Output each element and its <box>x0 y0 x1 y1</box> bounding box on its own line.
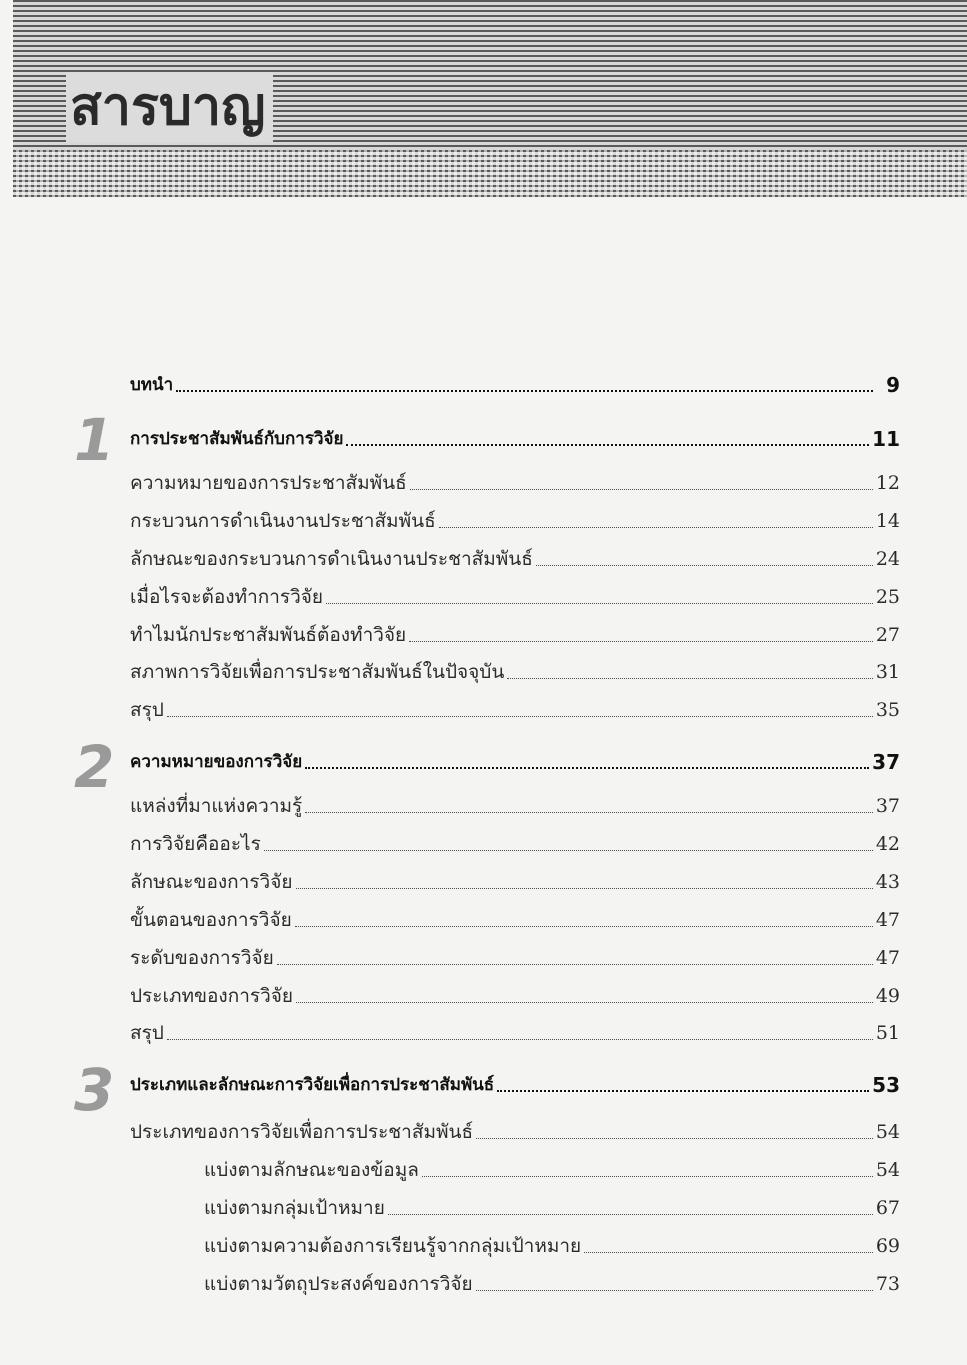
entry-label: ทำไมนักประชาสัมพันธ์ต้องทำวิจัย <box>130 624 407 646</box>
dot-leader <box>326 602 873 604</box>
dot-leader <box>295 925 873 927</box>
entry-label: แบ่งตามวัตถุประสงค์ของการวิจัย <box>204 1273 473 1295</box>
dot-leader <box>264 849 873 851</box>
toc-entry[interactable] <box>130 865 900 895</box>
dot-leader <box>176 389 873 392</box>
entry-page: 37 <box>875 795 900 817</box>
chapter-number-2: 2 <box>74 733 115 801</box>
chapter-title: ประเภทและลักษณะการวิจัยเพื่อการประชาสัมพันธ์ <box>130 1075 495 1095</box>
entry-label: แบ่งตามความต้องการเรียนรู้จากกลุ่มเป้าหมาย <box>204 1235 582 1257</box>
entry-label: สรุป <box>130 699 164 721</box>
entry-page: 73 <box>875 1273 900 1295</box>
chapter-title: การประชาสัมพันธ์กับการวิจัย <box>130 429 344 449</box>
entry-label: สภาพการวิจัยเพื่อการประชาสัมพันธ์ในปัจจุบัน <box>130 661 505 683</box>
dot-leader <box>346 443 869 446</box>
chapter-title: ความหมายของการวิจัย <box>130 752 303 772</box>
toc-entry[interactable] <box>130 504 900 534</box>
entry-label: การวิจัยคืออะไร <box>130 833 261 855</box>
toc-entry[interactable] <box>130 1115 900 1145</box>
dot-leader <box>167 715 873 717</box>
toc-chapter-1[interactable] <box>130 422 900 452</box>
toc-intro[interactable] <box>130 368 900 398</box>
chapter-page: 11 <box>872 427 900 451</box>
entry-label: ลักษณะของการวิจัย <box>130 871 293 893</box>
entry-page: 14 <box>875 510 900 532</box>
entry-page: 49 <box>875 985 900 1007</box>
entry-page: 24 <box>875 548 900 570</box>
dot-leader <box>277 963 873 965</box>
toc-intro-label: บทนำ <box>130 375 174 395</box>
dot-leader <box>305 766 869 769</box>
toc-entry[interactable] <box>130 542 900 572</box>
toc-subentry[interactable] <box>204 1191 900 1221</box>
toc-entry[interactable] <box>130 827 900 857</box>
entry-page: 54 <box>875 1121 900 1143</box>
toc-intro-page: 9 <box>886 373 900 397</box>
chapter-number-3: 3 <box>74 1056 115 1124</box>
dot-leader <box>296 887 873 889</box>
toc-entry[interactable] <box>130 580 900 610</box>
entry-label: ประเภทของการวิจัยเพื่อการประชาสัมพันธ์ <box>130 1121 474 1143</box>
dot-leader <box>476 1137 873 1139</box>
entry-label: แบ่งตามกลุ่มเป้าหมาย <box>204 1197 385 1219</box>
dot-leader <box>409 640 873 642</box>
toc-entry[interactable] <box>130 1016 900 1046</box>
toc-subentry[interactable] <box>204 1153 900 1183</box>
toc-entry[interactable] <box>130 618 900 648</box>
toc-chapter-3[interactable] <box>130 1068 900 1098</box>
dot-leader <box>422 1175 873 1177</box>
entry-label: ระดับของการวิจัย <box>130 947 274 969</box>
entry-label: ลักษณะของกระบวนการดำเนินงานประชาสัมพันธ์ <box>130 548 533 570</box>
toc-entry[interactable] <box>130 903 900 933</box>
dot-leader <box>497 1089 869 1092</box>
toc-entry[interactable] <box>130 789 900 819</box>
entry-label: เมื่อไรจะต้องทำการวิจัย <box>130 586 324 608</box>
toc-entry[interactable] <box>130 655 900 685</box>
entry-label: แหล่งที่มาแห่งความรู้ <box>130 795 303 817</box>
dot-leader <box>296 1001 873 1003</box>
entry-page: 43 <box>875 871 900 893</box>
dot-leader <box>584 1251 873 1253</box>
entry-page: 35 <box>875 699 900 721</box>
entry-page: 67 <box>875 1197 900 1219</box>
entry-label: สรุป <box>130 1022 164 1044</box>
dot-leader <box>476 1289 873 1291</box>
entry-page: 47 <box>875 909 900 931</box>
entry-label: ประเภทของการวิจัย <box>130 985 294 1007</box>
entry-label: แบ่งตามลักษณะของข้อมูล <box>204 1159 419 1181</box>
entry-page: 12 <box>875 472 900 494</box>
entry-label: ความหมายของการประชาสัมพันธ์ <box>130 472 407 494</box>
entry-page: 42 <box>875 833 900 855</box>
chapter-page: 37 <box>872 750 900 774</box>
entry-page: 47 <box>875 947 900 969</box>
chapter-number-1: 1 <box>74 406 115 474</box>
chapter-page: 53 <box>872 1073 900 1097</box>
dot-leader <box>305 811 873 813</box>
entry-page: 69 <box>875 1235 900 1257</box>
toc-entry[interactable] <box>130 693 900 723</box>
entry-page: 51 <box>875 1022 900 1044</box>
dot-leader <box>388 1213 873 1215</box>
entry-page: 31 <box>875 661 900 683</box>
toc-subentry[interactable] <box>204 1229 900 1259</box>
entry-page: 27 <box>875 624 900 646</box>
dot-leader <box>410 488 873 490</box>
toc-subentry[interactable] <box>204 1267 900 1297</box>
entry-page: 25 <box>875 586 900 608</box>
entry-label: กระบวนการดำเนินงานประชาสัมพันธ์ <box>130 510 436 532</box>
toc-entry[interactable] <box>130 941 900 971</box>
dot-leader <box>536 564 873 566</box>
toc-entry[interactable] <box>130 466 900 496</box>
dot-leader <box>167 1038 873 1040</box>
toc-chapter-2[interactable] <box>130 745 900 775</box>
dot-leader <box>507 677 872 679</box>
toc-entry[interactable] <box>130 979 900 1009</box>
entry-label: ขั้นตอนของการวิจัย <box>130 909 292 931</box>
entry-page: 54 <box>875 1159 900 1181</box>
page-title: สารบาญ <box>66 72 273 142</box>
dot-leader <box>439 526 873 528</box>
